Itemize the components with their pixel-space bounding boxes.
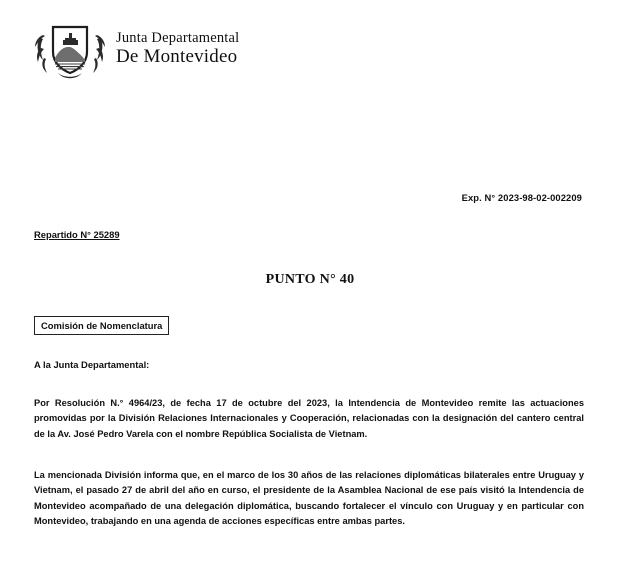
document-body: [0, 192, 620, 529]
montevideo-coat-of-arms-icon: [34, 18, 106, 80]
punto-heading: PUNTO N° 40: [265, 272, 355, 287]
expediente-number: Exp. N° 2023-98-02-002209: [461, 192, 582, 203]
paragraph-1: Por Resolución N.° 4964/23, de fecha 17 de octubre del 2023, la Intendencia de Montevideo remite las actuaciones promovidas por la División Relaciones Internacionales y Cooperación, relacionadas con la designación del cantero central de la Av. José Pedro Varela con el nombre República Socialista de Vietnam.: [34, 398, 584, 439]
letterhead-line-2: De Montevideo: [116, 46, 238, 68]
addressee-line: A la Junta Departamental:: [34, 359, 150, 370]
comision-wrap: [34, 316, 586, 335]
letterhead-text: [116, 31, 239, 67]
repartido-number: Repartido N° 25289: [34, 229, 120, 240]
letterhead-line-1: Junta Departamental: [116, 29, 240, 46]
comision-box: Comisión de Nomenclatura: [34, 316, 169, 335]
letterhead: [0, 0, 620, 80]
paragraph-2: La mencionada División informa que, en el marco de los 30 años de las relaciones diplomáticas bilaterales entre Uruguay y Vietnam, el pasado 27 de abril del año en curso, el presidente de la Asamblea Nacional de ese país visitó la Intendencia de Montevideo acompañado de una delegación diplomática, buscando fortalecer el vínculo con Uruguay y en particular con Montevideo, trabajando en una agenda de acciones específicas entre ambas partes.: [34, 469, 584, 526]
repartido-wrap: [34, 203, 586, 240]
